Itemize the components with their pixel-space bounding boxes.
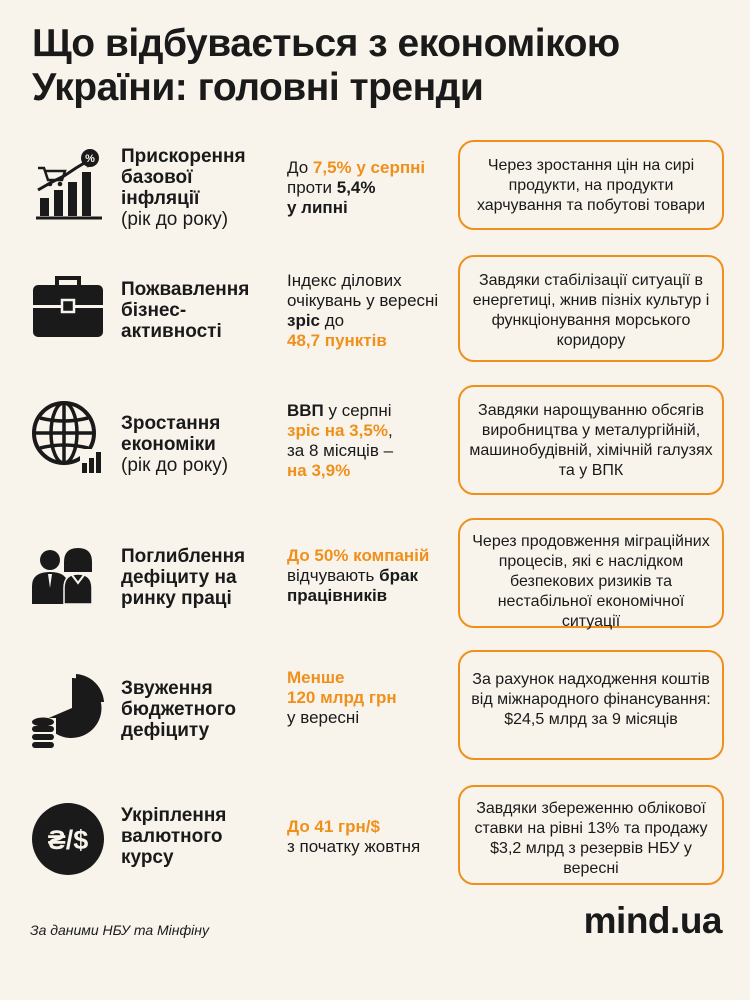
svg-text:%: % xyxy=(85,153,95,165)
label-line: бюджетного xyxy=(121,699,236,720)
trend-explanation: Через продовження міграційних процесів, які є наслідком безпекових ризиків та нестабільної економічної ситуації xyxy=(458,518,724,628)
trend-label xyxy=(121,146,266,230)
label-line: бізнес- xyxy=(121,300,187,321)
trend-label xyxy=(121,805,266,868)
stat-text: проти xyxy=(287,178,337,197)
trend-stat xyxy=(287,546,447,606)
label-line: інфляції xyxy=(121,188,200,209)
stat-bold: у липні xyxy=(287,198,348,217)
stat-text: До xyxy=(287,158,313,177)
stat-text: у вересні xyxy=(287,708,360,727)
label-line: Пожвавлення xyxy=(121,279,250,300)
trend-label xyxy=(121,413,266,476)
stat-bold: працівників xyxy=(287,586,388,605)
stat-text: у серпні xyxy=(323,401,392,420)
trend-row-currency xyxy=(0,785,750,905)
label-line: Звуження xyxy=(121,678,213,699)
label-note: (рік до року) xyxy=(121,455,229,476)
stat-highlight: 120 млрд грн xyxy=(287,688,397,707)
globe-growth-icon xyxy=(30,399,106,475)
icon-glyph: ₴/$ xyxy=(47,825,89,855)
stat-text: Індекс ділових очікувань у вересні xyxy=(287,271,439,310)
label-note: (рік до року) xyxy=(121,209,229,230)
source-note: За даними НБУ та Мінфіну xyxy=(30,922,209,938)
stat-highlight: До 41 грн/$ xyxy=(287,817,380,836)
trend-row-budget-deficit xyxy=(0,650,750,770)
label-line: дефіциту на xyxy=(121,567,237,588)
trend-row-labor-deficit xyxy=(0,518,750,638)
trend-label xyxy=(121,279,266,342)
trend-explanation: За рахунок надходження коштів від міжнародного фінансування: $24,5 млрд за 9 місяців xyxy=(458,650,724,760)
people-icon xyxy=(30,540,106,616)
label-line: Прискорення xyxy=(121,146,246,167)
trend-stat xyxy=(287,158,447,218)
trend-explanation: Завдяки стабілізації ситуації в енергетиці, жнив пізніх культур і функціонування морського коридору xyxy=(458,255,724,362)
label-line: Поглиблення xyxy=(121,546,246,567)
trend-row-economic-growth xyxy=(0,385,750,505)
trend-row-business-activity xyxy=(0,255,750,375)
label-line: ринку праці xyxy=(121,588,232,609)
stat-bold: 5,4% xyxy=(336,178,376,197)
stat-text: з початку жовтня xyxy=(287,837,421,856)
trend-stat xyxy=(287,271,447,351)
trend-explanation: Завдяки збереженню облікової ставки на рівні 13% та продажу $3,2 млрд з резервів НБУ у вересні xyxy=(458,785,724,885)
trend-stat xyxy=(287,401,447,481)
trend-label xyxy=(121,678,266,741)
label-line: Укріплення xyxy=(121,805,227,826)
hryvnia-dollar-icon xyxy=(30,801,106,877)
stat-text: до xyxy=(320,311,345,330)
trend-label xyxy=(121,546,266,609)
trend-stat xyxy=(287,817,447,857)
briefcase-icon xyxy=(30,267,106,343)
label-line: валютного xyxy=(121,826,223,847)
title-line-1: Що відбувається з економікою xyxy=(32,22,620,65)
page-title xyxy=(32,22,722,110)
label-line: базової xyxy=(121,167,193,188)
stat-bold: зріс xyxy=(287,311,321,330)
trend-row-inflation xyxy=(0,140,750,260)
stat-text: відчувають xyxy=(287,566,380,585)
stat-highlight: на 3,9% xyxy=(287,461,351,480)
title-line-2: України: головні тренди xyxy=(32,66,484,109)
label-line: економіки xyxy=(121,434,216,455)
trend-explanation: Через зростання цін на сирі продукти, на продукти харчування та побутові товари xyxy=(458,140,724,230)
stat-text: , xyxy=(387,421,393,440)
stat-highlight: зріс на 3,5% xyxy=(287,421,388,440)
stat-bold: брак xyxy=(379,566,418,585)
stat-highlight: До 50% компаній xyxy=(287,546,430,565)
stat-highlight: 48,7 пунктів xyxy=(287,331,387,350)
stat-highlight: Менше xyxy=(287,668,345,687)
stat-text: за 8 місяців – xyxy=(287,441,394,460)
label-line: Зростання xyxy=(121,413,221,434)
label-line: курсу xyxy=(121,847,174,868)
inflation-chart-icon xyxy=(30,146,106,222)
stat-bold: ВВП xyxy=(287,401,324,420)
stat-highlight: 7,5% у серпні xyxy=(312,158,426,177)
label-line: дефіциту xyxy=(121,720,210,741)
trend-stat xyxy=(287,668,447,728)
label-line: активності xyxy=(121,321,222,342)
trend-explanation: Завдяки нарощуванню обсягів виробництва у металургійній, машинобудівній, хімічній галузях та у ВПК xyxy=(458,385,724,495)
brand-logo: mind.ua xyxy=(583,900,722,941)
pie-coins-icon xyxy=(30,672,106,748)
